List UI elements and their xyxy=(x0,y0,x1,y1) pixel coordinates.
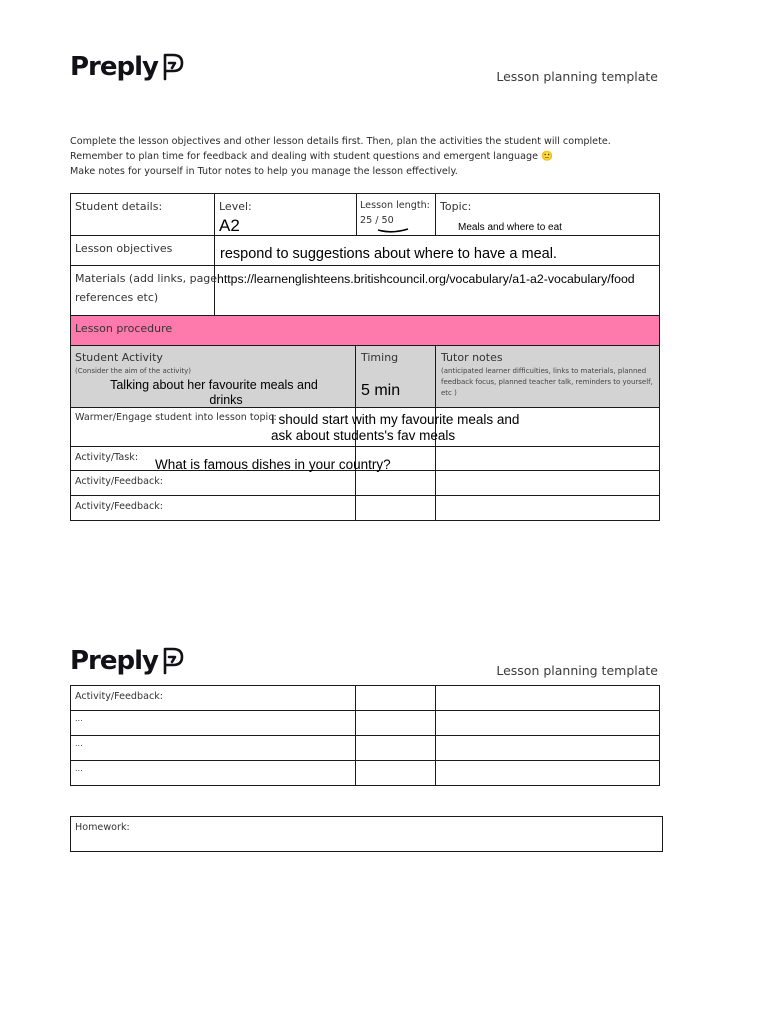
topic-label: Topic: xyxy=(440,200,472,213)
topic-value[interactable]: Meals and where to eat xyxy=(458,222,562,233)
page-heading: Lesson planning template xyxy=(496,69,658,84)
activity-feedback-label: Activity/Feedback: xyxy=(75,476,164,487)
materials-label: Materials (add links, page xyxy=(75,272,218,285)
intro-line: Complete the lesson objectives and other lesson details first. Then, plan the activities the student will complete. xyxy=(70,136,611,147)
tutor-hint-line: etc ) xyxy=(441,389,457,397)
preply-logo xyxy=(70,646,185,676)
level-label: Level: xyxy=(219,200,252,213)
tutor-notes-hint xyxy=(441,366,653,399)
preply-logo xyxy=(70,52,185,82)
tutor-hint-line: feedback focus, planned teacher talk, reminders to yourself, xyxy=(441,378,653,386)
timing-header: Timing xyxy=(361,351,399,364)
ellipsis-row-label: ... xyxy=(75,764,83,773)
lesson-length-value[interactable]: 25 / 50 xyxy=(360,215,394,226)
objectives-label: Lesson objectives xyxy=(75,242,173,255)
preply-mark-icon xyxy=(161,52,185,82)
warmer-note-line[interactable]: ask about students's fav meals xyxy=(271,428,456,443)
activity-note-line[interactable]: Talking about her favourite meals and xyxy=(110,378,318,392)
tutor-notes-header: Tutor notes xyxy=(441,351,503,364)
activity-task-label: Activity/Task: xyxy=(75,452,139,463)
homework-box[interactable] xyxy=(70,816,663,852)
student-details-label: Student details: xyxy=(75,200,163,213)
intro-line: Remember to plan time for feedback and dealing with student questions and emergent language 🙂 xyxy=(70,151,553,162)
homework-label: Homework: xyxy=(75,822,130,833)
student-activity-hint: (Consider the aim of the activity) xyxy=(75,367,191,375)
ellipsis-row-label: ... xyxy=(75,714,83,723)
activity-feedback-label: Activity/Feedback: xyxy=(75,691,164,702)
lesson-length-label: Lesson length: xyxy=(360,200,430,211)
ellipsis-row-label: ... xyxy=(75,739,83,748)
warmer-note-line[interactable]: I should start with my favourite meals and xyxy=(271,412,520,427)
pen-underline-mark xyxy=(376,226,410,234)
level-value[interactable]: A2 xyxy=(219,216,240,235)
page-heading: Lesson planning template xyxy=(496,663,658,678)
preply-mark-icon xyxy=(161,646,185,676)
student-activity-header: Student Activity xyxy=(75,351,163,364)
logo-text: Preply xyxy=(70,646,158,676)
timing-value[interactable]: 5 min xyxy=(361,382,401,399)
materials-label-cont: references etc) xyxy=(75,291,159,304)
activity-feedback-label: Activity/Feedback: xyxy=(75,501,164,512)
intro-text xyxy=(70,134,611,179)
logo-text: Preply xyxy=(70,52,158,82)
objectives-value[interactable]: respond to suggestions about where to have a meal. xyxy=(220,246,557,262)
warmer-label: Warmer/Engage student into lesson topic: xyxy=(75,412,277,423)
tutor-hint-line: (anticipated learner difficulties, links to materials, planned xyxy=(441,367,647,375)
intro-line: Make notes for yourself in Tutor notes to help you manage the lesson effectively. xyxy=(70,166,458,177)
activity-note-line[interactable]: drinks xyxy=(209,393,243,407)
task-note[interactable]: What is famous dishes in your country? xyxy=(155,457,391,472)
materials-link[interactable]: https://learnenglishteens.britishcouncil.org/vocabulary/a1-a2-vocabulary/food xyxy=(217,272,635,286)
lesson-procedure-title: Lesson procedure xyxy=(75,322,173,335)
